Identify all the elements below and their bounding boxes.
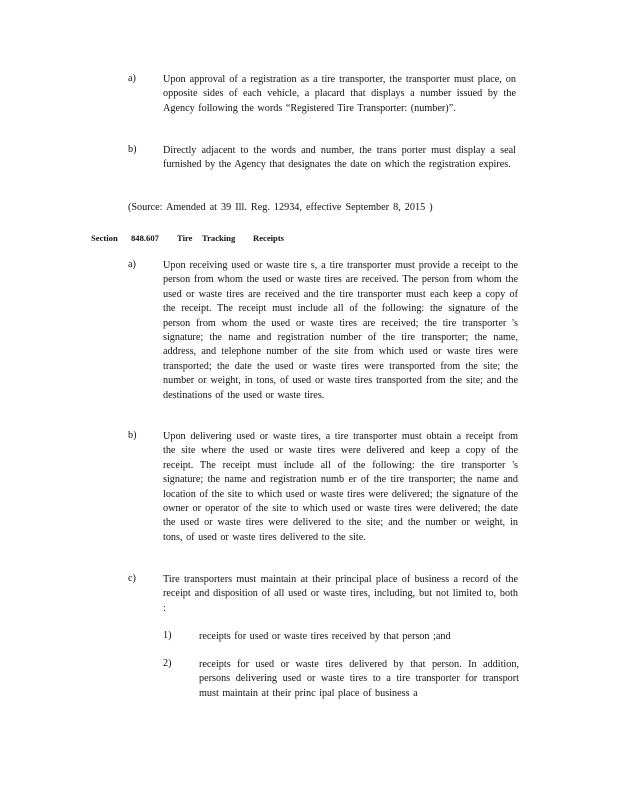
- paragraph-label: b): [128, 430, 137, 441]
- paragraph-label: a): [128, 73, 136, 84]
- paragraph-text: Directly adjacent to the words and number, the trans porter must display a seal furnished by the Agency that designates the date on which the registration expires.: [163, 145, 516, 171]
- paragraph-text: Upon receiving used or waste tire s, a tire transporter must provide a receipt to the person from whom the used or waste tires are received. The person from whom the used or waste tires are received and the tire transporter must each keep a copy of the receipt. The receipt must include all of the following: the signature of the person from whom the used or waste tires are received; the tire transporter 's signature; the name and registration number of the tire transporter; the name, address, and telephone number of the site from which used or waste tires were transported; the date the used or waste tires were transported from the site; the number or weight, in tons, of used or waste tires transported from the site; and the destinations of the used or waste tires.: [163, 260, 518, 401]
- sub-item-label: 1): [163, 630, 172, 641]
- paragraph-text: Upon approval of a registration as a tire transporter, the transporter must place, on opposite sides of each vehicle, a placard that displays a number issued by the Agency following the words “Registered Tire Transporter: (number)”.: [163, 74, 516, 114]
- section-title-word: Tire: [177, 233, 193, 243]
- source-note: (Source: Amended at 39 Ill. Reg. 12934, effective September 8, 2015 ): [128, 202, 433, 213]
- sub-item-label: 2): [163, 658, 172, 669]
- sub-item-text: receipts for used or waste tires delivered by that person. In addition, persons delivering used or waste tires to a tire transporter for transport must maintain at their princ ipal place of business a: [199, 659, 519, 699]
- paragraph-label: a): [128, 259, 136, 270]
- section-title-word: Tracking: [202, 233, 236, 243]
- section-heading: [91, 232, 391, 246]
- paragraph-label: c): [128, 573, 136, 584]
- paragraph-text: Tire transporters must maintain at their principal place of business a record of the receipt and disposition of all used or waste tires, including, but not limited to, both :: [163, 574, 518, 614]
- section-number: 848.607: [131, 233, 159, 243]
- section-title-word: Receipts: [253, 233, 285, 243]
- paragraph-label: b): [128, 144, 137, 155]
- sub-item-text: receipts for used or waste tires received by that person ;and: [199, 631, 451, 642]
- section-prefix: Section: [91, 233, 118, 243]
- paragraph-text: Upon delivering used or waste tires, a tire transporter must obtain a receipt from the site where the used or waste tires were delivered and keep a copy of the receipt. The receipt must include all of the following: the tire transporter 's signature; the name and registration numb er of the tire transporter; the name and location of the site to which used or waste tires were delivered; the signature of the owner or operator of the site to which used or waste tires were delivered; the date the used or waste tires were delivered to the site; and the number or weight, in tons, of used or waste tires delivered to the site.: [163, 431, 518, 543]
